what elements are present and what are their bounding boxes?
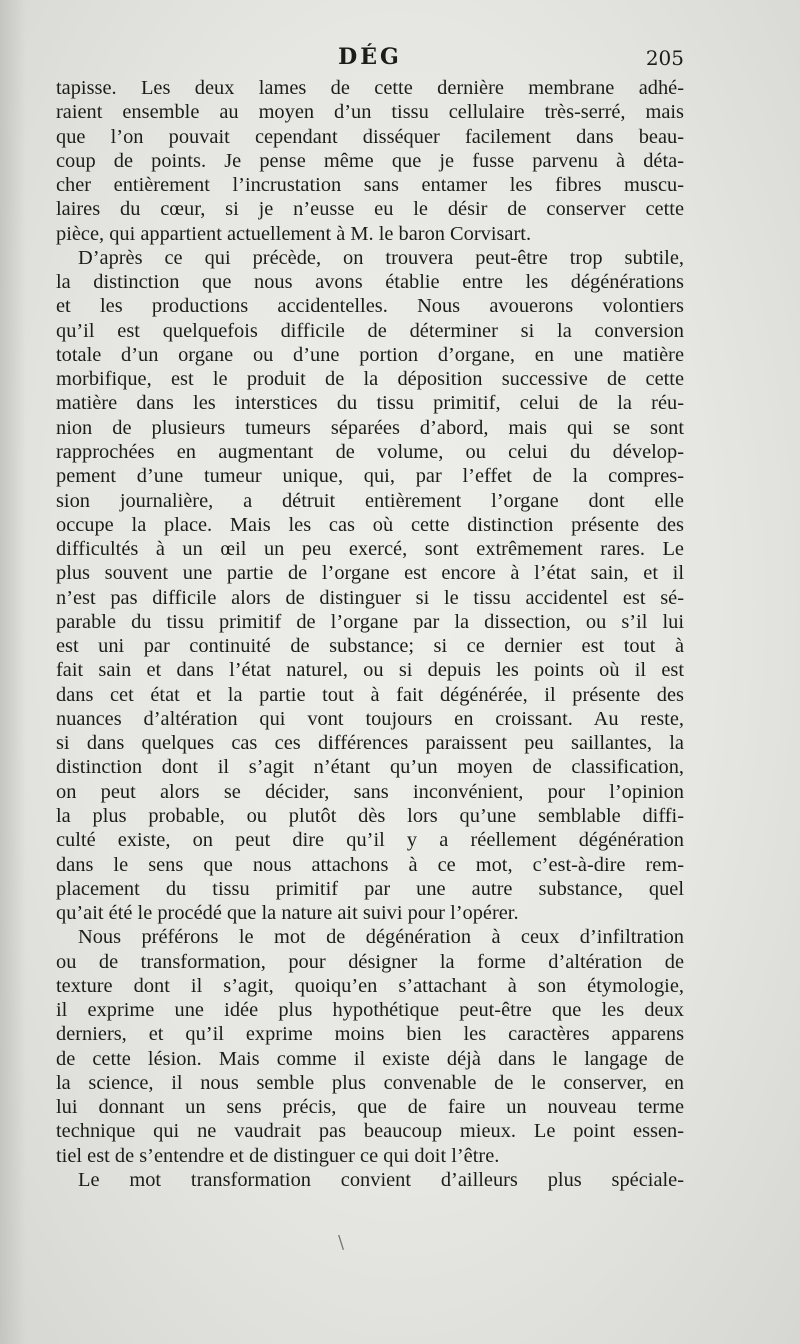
- text-line: occupe la place. Mais les cas où cette distinction présente des: [56, 513, 684, 536]
- text-line: morbifique, est le produit de la déposition successive de cette: [56, 368, 684, 391]
- text-line: laires du cœur, si je n’eusse eu le désir de conserver cette: [56, 198, 684, 221]
- text-line: nion de plusieurs tumeurs séparées d’abord, mais qui se sont: [56, 416, 684, 439]
- text-line: est uni par continuité de substance; si ce dernier est tout à: [56, 635, 684, 658]
- text-line: derniers, et qu’il exprime moins bien les caractères apparens: [56, 1023, 684, 1046]
- text-line: matière dans les interstices du tissu primitif, celui de la réu-: [56, 392, 684, 415]
- text-line: n’est pas difficile alors de distinguer si le tissu accidentel est sé-: [56, 586, 684, 609]
- text-line: raient ensemble au moyen d’un tissu cellulaire très-serré, mais: [56, 101, 684, 124]
- text-line: tapisse. Les deux lames de cette dernière membrane adhé-: [56, 77, 684, 99]
- page-fold-shadow: [0, 0, 26, 1344]
- text-line: la science, il nous semble plus convenable de le conserver, en: [56, 1071, 684, 1094]
- text-line: nuances d’altération qui vont toujours en croissant. Au reste,: [56, 707, 684, 730]
- text-line: on peut alors se décider, sans inconvénient, pour l’opinion: [56, 780, 684, 803]
- text-line: il exprime une idée plus hypothétique peut-être que les deux: [56, 999, 684, 1022]
- text-line: la plus probable, ou plutôt dès lors qu’une semblable diffi-: [56, 804, 684, 827]
- text-line: dans le sens que nous attachons à ce mot, c’est-à-dire rem-: [56, 853, 684, 876]
- text-line: ou de transformation, pour désigner la forme d’altération de: [56, 950, 684, 973]
- text-line: difficultés à un œil un peu exercé, sont extrêmement rares. Le: [56, 538, 684, 561]
- paragraph-start-line: Nous préférons le mot de dégénération à ceux d’infiltration: [78, 926, 684, 949]
- paragraph-start-line: D’après ce qui précède, on trouvera peut-être trop subtile,: [78, 246, 684, 269]
- text-line: pièce, qui appartient actuellement à M. le baron Corvisart.: [56, 222, 532, 245]
- paragraph-start-line: Le mot transformation convient d’ailleurs plus spéciale-: [78, 1168, 684, 1191]
- running-head: [56, 44, 684, 80]
- text-line: placement du tissu primitif par une autre substance, quel: [56, 877, 684, 900]
- text-line: la distinction que nous avons établie entre les dégénérations: [56, 271, 684, 294]
- text-line: pement d’une tumeur unique, qui, par l’effet de la compres-: [56, 465, 684, 488]
- text-line: dans cet état et la partie tout à fait dégénérée, il présente des: [56, 683, 684, 706]
- text-line: fait sain et dans l’état naturel, ou si depuis les points où il est: [56, 659, 684, 682]
- text-line: tiel est de s’entendre et de distinguer ce qui doit l’être.: [56, 1144, 500, 1167]
- running-title: DÉG: [338, 44, 402, 70]
- text-line: coup de points. Je pense même que je fusse parvenu à déta-: [56, 149, 684, 172]
- text-line: texture dont il s’agit, quoiqu’en s’attachant à son étymologie,: [56, 974, 684, 997]
- text-line: culté existe, on peut dire qu’il y a réellement dégénération: [56, 829, 684, 852]
- text-line: totale d’un organe ou d’une portion d’organe, en une matière: [56, 343, 684, 366]
- text-line: distinction dont il s’agit n’étant qu’un moyen de classification,: [56, 756, 684, 779]
- text-line: cher entièrement l’incrustation sans entamer les fibres muscu-: [56, 174, 684, 197]
- text-line: si dans quelques cas ces différences paraissent peu saillantes, la: [56, 732, 684, 755]
- body-text: [56, 76, 684, 1192]
- text-line: plus souvent une partie de l’organe est encore à l’état sain, et il: [56, 562, 684, 585]
- margin-tick-mark: \: [338, 1232, 345, 1253]
- text-line: qu’ait été le procédé que la nature ait suivi pour l’opérer.: [56, 902, 519, 925]
- text-line: rapprochées en augmentant de volume, ou celui du dévelop-: [56, 440, 684, 463]
- text-line: et les productions accidentelles. Nous avouerons volontiers: [56, 295, 684, 318]
- text-line: de cette lésion. Mais comme il existe déjà dans le langage de: [56, 1047, 684, 1070]
- text-line: technique qui ne vaudrait pas beaucoup mieux. Le point essen-: [56, 1120, 684, 1143]
- text-line: que l’on pouvait cependant disséquer facilement dans beau-: [56, 125, 684, 148]
- text-line: qu’il est quelquefois difficile de déterminer si la conversion: [56, 319, 684, 342]
- page-number: 205: [645, 46, 684, 70]
- text-line: parable du tissu primitif de l’organe par la dissection, ou s’il lui: [56, 610, 684, 633]
- text-line: lui donnant un sens précis, que de faire un nouveau terme: [56, 1096, 684, 1119]
- text-line: sion journalière, a détruit entièrement l’organe dont elle: [56, 489, 684, 512]
